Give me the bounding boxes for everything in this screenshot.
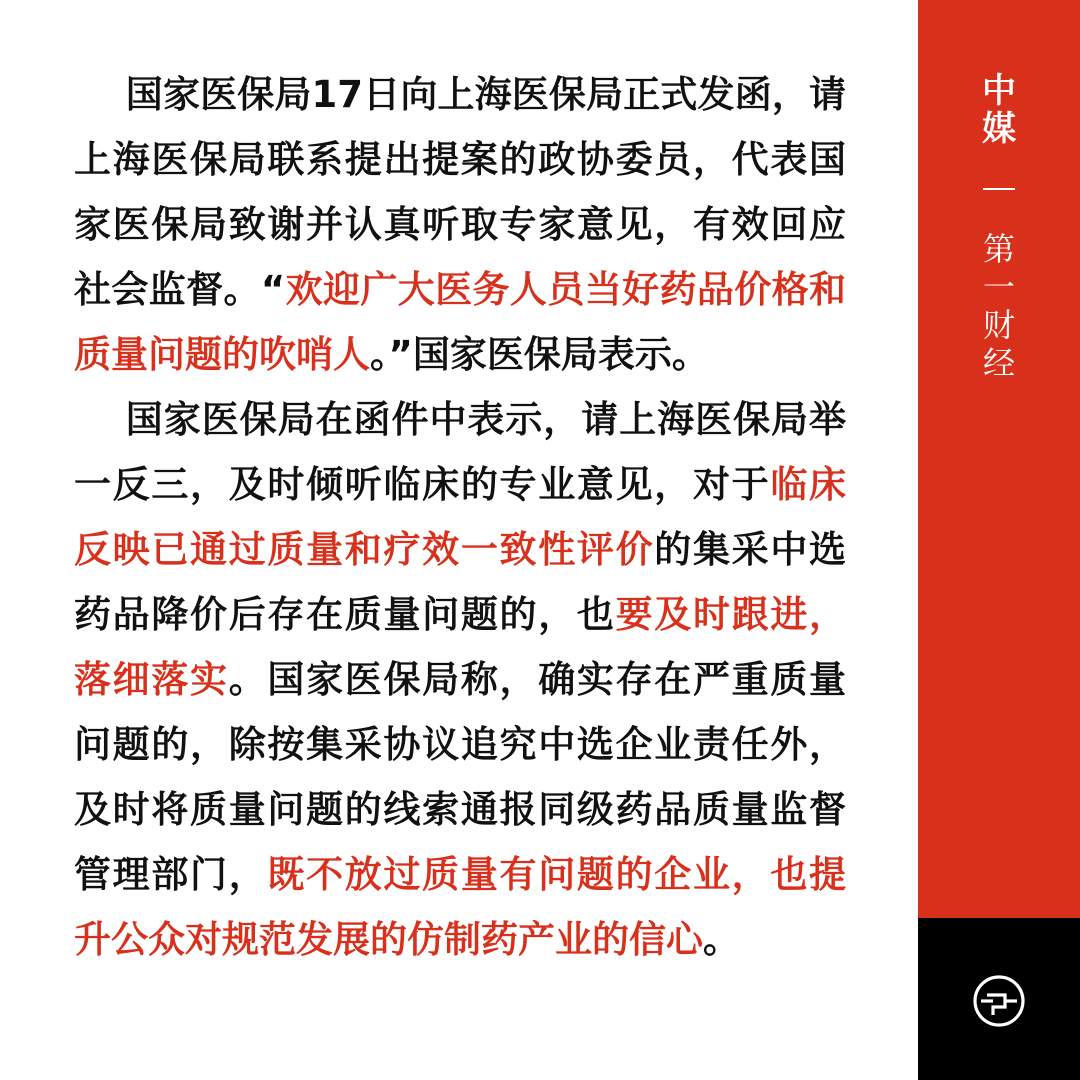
highlight-run: 既不放过质量有问题的企业，也提升公众对规范发展的仿制药产业的信心 xyxy=(74,853,846,961)
media-char: 一 xyxy=(982,268,1015,306)
highlight-run: 临床反映已通过质量和疗效一致性评价 xyxy=(74,463,847,571)
text-run: 的集采中选药品降价后存在质量问题的，也 xyxy=(74,528,847,636)
highlight-run: 要及时跟进，落细落实 xyxy=(74,593,846,701)
divider xyxy=(983,188,1015,190)
highlight-run: 欢迎广大医务人员当好药品价格和质量问题的吹哨人 xyxy=(74,268,847,376)
text-run: 。”国家医保局表示。 xyxy=(370,333,709,376)
text-run: 国家医保局17日向上海医保局正式发函，请上海医保局联系提出提案的政协委员，代表国家医保局致谢并认真听取专家意见，有效回应社会监督。“ xyxy=(74,73,846,311)
brand-label xyxy=(918,72,1080,148)
media-name xyxy=(918,230,1080,382)
media-char: 第 xyxy=(982,230,1015,268)
sidebar-logo-panel xyxy=(918,918,1080,1080)
paragraph-2 xyxy=(74,387,846,972)
text-run: 。 xyxy=(703,918,740,961)
text-run: 。国家医保局称，确实存在严重质量问题的，除按集采协议追究中选企业责任外，及时将质量问题的线索通报同级药品质量监督管理部门， xyxy=(74,658,847,896)
yicai-logo-icon xyxy=(972,974,1026,1028)
article-body xyxy=(74,62,846,972)
brand-char: 中 xyxy=(982,71,1016,111)
text-run: 国家医保局在函件中表示，请上海医保局举一反三，及时倾听临床的专业意见，对于 xyxy=(74,398,846,506)
brand-sidebar xyxy=(918,0,1080,1080)
media-char: 经 xyxy=(982,344,1015,382)
brand-char: 媒 xyxy=(982,109,1016,149)
sidebar-red-panel xyxy=(918,0,1080,918)
media-char: 财 xyxy=(982,306,1015,344)
paragraph-1 xyxy=(74,62,846,387)
